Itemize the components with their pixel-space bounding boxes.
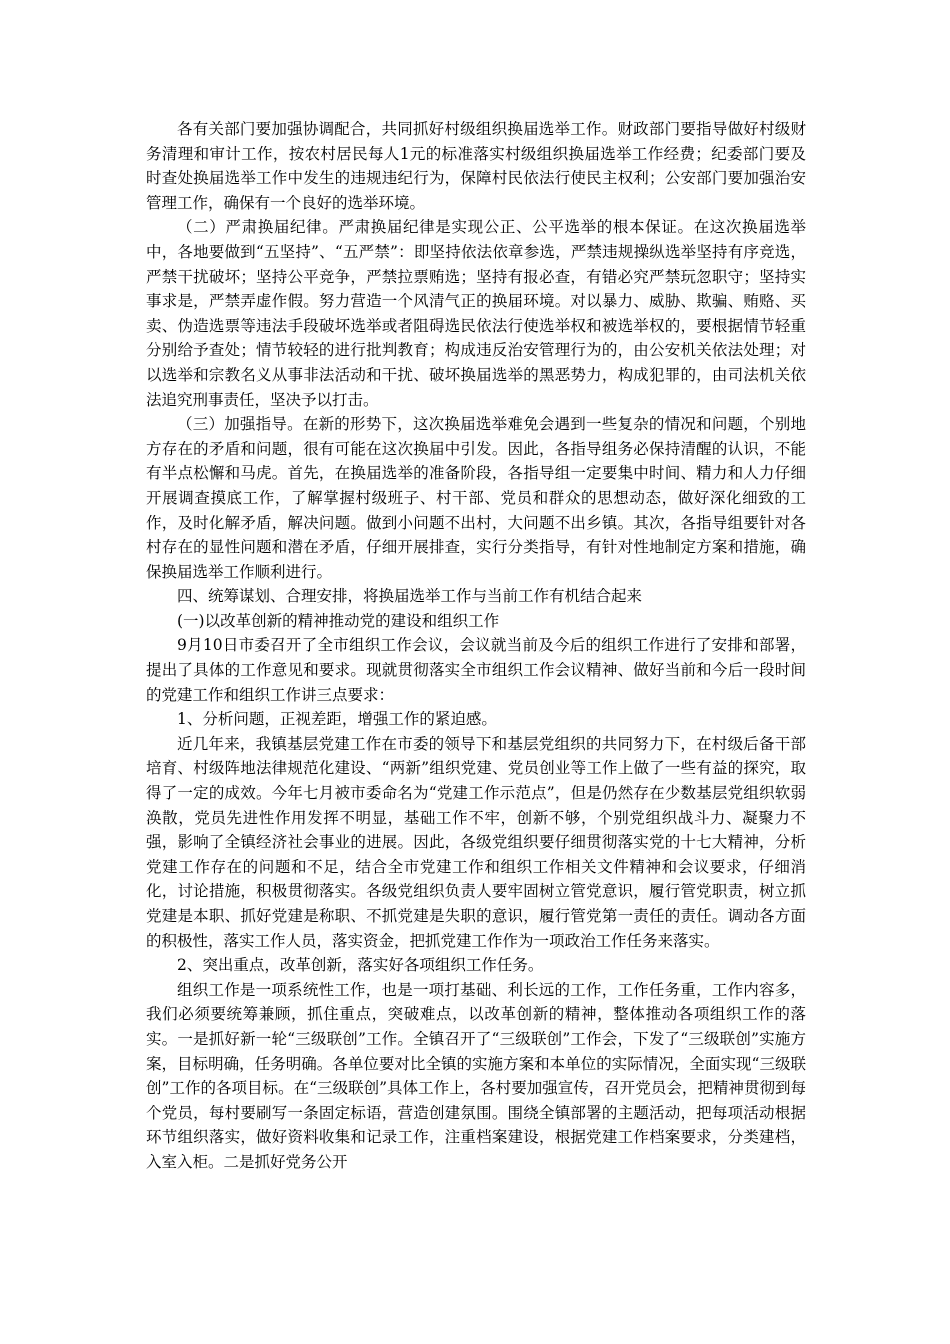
paragraph-organization-work: 组织工作是一项系统性工作，也是一项打基础、利长远的工作，工作任务重，工作内容多，我们必须要统筹兼顾，抓住重点，突破难点，以改革创新的精神，整体推动各项组织工作的落实。一是抓好新一轮“三级联创”工作。全镇召开了“三级联创”工作会，下发了“三级联创”实施方案，目标明确，任务明确。各单位要对比全镇的实施方案和本单位的实际情况，全面实现“三级联创”工作的各项目标。在“三级联创”具体工作上，各村要加强宣传，召开党员会，把精神贯彻到每个党员，每村要刷写一条固定标语，营造创建氛围。围绕全镇部署的主题活动，把每项活动根据环节组织落实，做好资料收集和记录工作，注重档案建设，根据党建工作档案要求，分类建档，入室入柜。二是抓好党务公开	[146, 980, 806, 1171]
paragraph-meeting: 9月10日市委召开了全市组织工作会议，会议就当前及今后的组织工作进行了安排和部署，提出了具体的工作意见和要求。现就贯彻落实全市组织工作会议精神、做好当前和今后一段时间的党建工作和组织工作讲三点要求：	[146, 636, 806, 704]
paragraph-recent-years: 近几年来，我镇基层党建工作在市委的领导下和基层党组织的共同努力下，在村级后备干部培育、村级阵地法律规范化建设、“两新”组织党建、党员创业等工作上做了一些有益的探究，取得了一定的成效。今年七月被市委命名为“党建工作示范点”，但是仍然存在少数基层党组织软弱涣散，党员先进性作用发挥不明显，基础工作不牢，创新不够，个别党组织战斗力、凝聚力不强，影响了全镇经济社会事业的进展。因此，各级党组织要仔细贯彻落实党的十七大精神，分析党建工作存在的问题和不足，结合全市党建工作和组织工作相关文件精神和会议要求，仔细消化，讨论措施，积极贯彻落实。各级党组织负责人要牢固树立管党意识，履行管党职责，树立抓党建是本职、抓好党建是称职、不抓党建是失职的意识，履行管党第一责任的责任。调动各方面的积极性，落实工作人员，落实资金，把抓党建工作作为一项政治工作任务来落实。	[146, 734, 806, 950]
paragraph-discipline: （二）严肃换届纪律。严肃换届纪律是实现公正、公平选举的根本保证。在这次换届选举中，各地要做到“五坚持”、“五严禁”：即坚持依法依章参选，严禁违规操纵选举坚持有序竞选，严禁干扰破坏；坚持公平竞争，严禁拉票贿选；坚持有报必查，有错必究严禁玩忽职守；坚持实事求是，严禁弄虚作假。努力营造一个风清气正的换届环境。对以暴力、威胁、欺骗、贿赂、买卖、伪造选票等违法手段破坏选举或者阻碍选民依法行使选举权和被选举权的，要根据情节轻重分别给予查处；情节较轻的进行批判教育；构成违反治安管理行为的，由公安机关依法处理；对以选举和宗教名义从事非法活动和干扰、破坏换届选举的黑恶势力，构成犯罪的，由司法机关依法追究刑事责任，坚决予以打击。	[146, 218, 806, 409]
point-heading-one: 1、分析问题，正视差距，增强工作的紧迫感。	[177, 710, 497, 729]
paragraph-coordination: 各有关部门要加强协调配合，共同抓好村级组织换届选举工作。财政部门要指导做好村级财务清理和审计工作，按农村居民每人1元的标准落实村级组织换届选举工作经费；纪委部门要及时查处换届选举工作中发生的违规违纪行为，保障村民依法行使民主权利；公安部门要加强治安管理工作，确保有一个良好的选举环境。	[146, 120, 806, 212]
document-body	[146, 117, 806, 1175]
paragraph-guidance: （三）加强指导。在新的形势下，这次换届选举难免会遇到一些复杂的情况和问题，个别地方存在的矛盾和问题，很有可能在这次换届中引发。因此，各指导组务必保持清醒的认识，不能有半点松懈和马虎。首先，在换届选举的准备阶段，各指导组一定要集中时间、精力和人力仔细开展调查摸底工作，了解掌握村级班子、村干部、党员和群众的思想动态，做好深化细致的工作，及时化解矛盾，解决问题。做到小问题不出村，大问题不出乡镇。其次，各指导组要针对各村存在的显性问题和潜在矛盾，仔细开展排查，实行分类指导，有针对性地制定方案和措施，确保换届选举工作顺利进行。	[146, 415, 806, 581]
subsection-heading-one: (一)以改革创新的精神推动党的建设和组织工作	[177, 611, 500, 630]
point-heading-two: 2、突出重点，改革创新，落实好各项组织工作任务。	[177, 956, 544, 975]
section-heading-four: 四、统筹谋划、合理安排，将换届选举工作与当前工作有机结合起来	[177, 587, 643, 606]
